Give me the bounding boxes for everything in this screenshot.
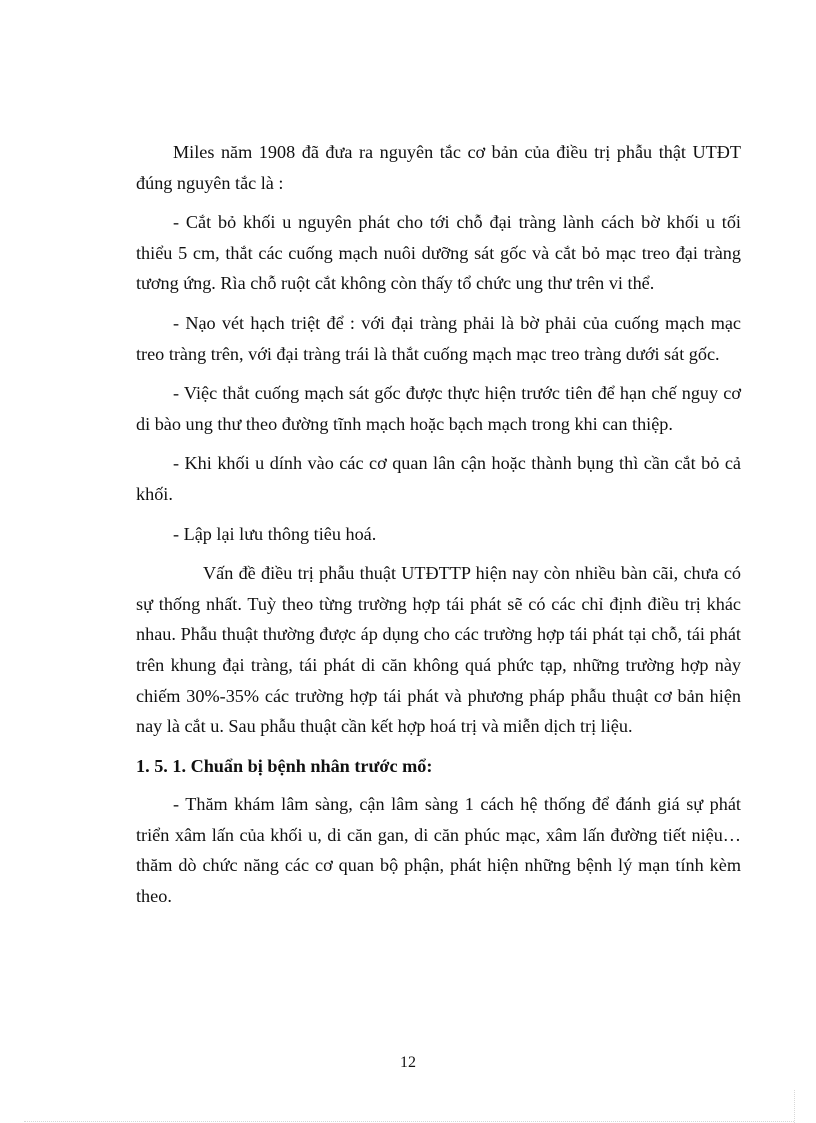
footer-divider [24,1121,794,1122]
bullet-resection: - Cắt bỏ khối u nguyên phát cho tới chỗ đại tràng lành cách bờ khối u tối thiểu 5 cm, thắt các cuống mạch nuôi dưỡng sát gốc và cắt bỏ mạc treo đại tràng tương ứng. Rìa chỗ ruột cắt không còn thấy tổ chức ung thư trên vi thể. [136,212,741,294]
bullet-vascular-ligation: - Việc thắt cuống mạch sát gốc được thực hiện trước tiên để hạn chế nguy cơ di bào ung thư theo đường tĩnh mạch hoặc bạch mạch trong khi can thiệp. [136,383,741,434]
page-body [136,137,741,921]
intro-paragraph: Miles năm 1908 đã đưa ra nguyên tắc cơ bản của điều trị phẫu thật UTĐT đúng nguyên tắc là : [136,142,741,193]
preop-paragraph: - Thăm khám lâm sàng, cận lâm sàng 1 cách hệ thống để đánh giá sự phát triển xâm lấn của khối u, di căn gan, di căn phúc mạc, xâm lấn đường tiết niệu…thăm dò chức năng các cơ quan bộ phận, phát hiện những bệnh lý mạn tính kèm theo. [136,794,741,907]
bullet-restore-continuity: - Lập lại lưu thông tiêu hoá. [173,523,377,544]
bullet-en-bloc-resection: - Khi khối u dính vào các cơ quan lân cận hoặc thành bụng thì cần cắt bỏ cả khối. [136,453,741,504]
page-number: 12 [400,1054,416,1071]
margin-divider [794,1090,795,1123]
section-heading: 1. 5. 1. Chuẩn bị bệnh nhân trước mổ: [136,755,433,776]
bullet-lymph-node-dissection: - Nạo vét hạch triệt để : với đại tràng phải là bờ phải của cuống mạch mạc treo tràng trên, với đại tràng trái là thắt cuống mạch mạc treo tràng dưới sát gốc. [136,312,741,364]
recurrence-paragraph: Vấn đề điều trị phẫu thuật UTĐTTP hiện nay còn nhiều bàn cãi, chưa có sự thống nhất. Tuỳ theo từng trường hợp tái phát sẽ có các chỉ định điều trị khác nhau. Phẫu thuật thường được áp dụng cho các trường hợp tái phát tại chỗ, tái phát trên khung đại tràng, tái phát di căn không quá phức tạp, những trường hợp này chiếm 30%-35% các trường hợp tái phát và phương pháp phẫu thuật cơ bản hiện nay là cắt u. Sau phẫu thuật cần kết hợp hoá trị và miễn dịch trị liệu. [136,563,741,737]
